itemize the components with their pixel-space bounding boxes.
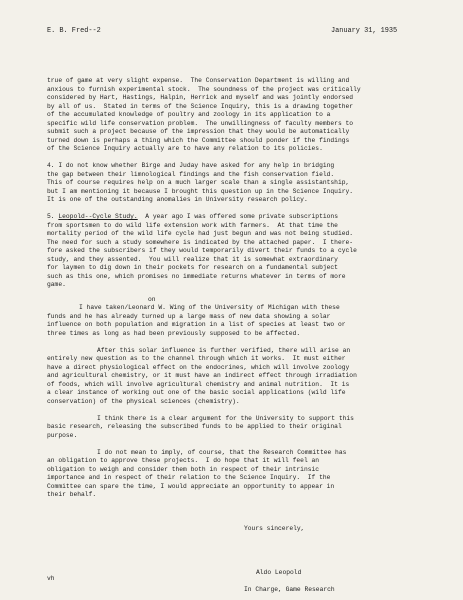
letter-line: turned down is perhaps a thing which the Committee should ponder if the findings <box>47 137 350 144</box>
letter-line: I do not mean to imply, of course, that the Research Committee has <box>97 449 347 456</box>
letter-line: the gap between their limnological findings and the fish conservation field. <box>47 171 335 178</box>
letter-line: The need for such a study somewhere is indicated by the attached paper. I there- <box>47 239 354 246</box>
letter-line: game. <box>47 281 66 288</box>
letter-line: In Charge, Game Research <box>244 586 335 593</box>
letter-line: of the accumulated knowledge of poultry and zoology in its application to a <box>47 111 331 118</box>
letter-line: for laymen to dig down in their pockets for research on a fundamental subject <box>47 264 338 271</box>
letter-line: It is one of the outstanding anomalies in University research policy. <box>47 196 308 203</box>
letter-line: I think there is a clear argument for the University to support this <box>97 415 354 422</box>
section-heading-underlined: Leopold--Cycle Study. <box>58 213 138 220</box>
letter-line: of the Science Inquiry actually are to have any relation to its policies. <box>47 145 323 152</box>
letter-line: by all of us. Stated in terms of the Science Inquiry, this is a drawing together <box>47 103 354 110</box>
letter-line: anxious to furnish experimental stock. The soundness of the project was critically <box>47 86 361 93</box>
letter-line: influence on both population and migration in a list of species at least two or <box>47 321 346 328</box>
letter-line: three times as long as had been previously supposed to be affected. <box>47 330 301 337</box>
letter-line: entirely new question as to the channel through which it works. It must either <box>47 355 346 362</box>
letter-line: true of game at very slight expense. The Conservation Department is willing and <box>47 77 350 84</box>
letter-line: study, and they assented. You will realize that it is somewhat extraordinary <box>47 256 338 263</box>
letter-line: such as this one, which promises no immediate returns whatever in terms of more <box>47 273 346 280</box>
letter-line: submit such a project because of the impression that they would be automatically <box>47 128 350 135</box>
letter-line: vh <box>47 575 55 582</box>
letter-line: mortality period of the wild life cycle had just begun and was not being studied. <box>47 230 354 237</box>
letter-line: This of course requires help on a much larger scale than a single assistantship, <box>47 179 350 186</box>
letter-line: their behalf. <box>47 491 97 498</box>
letter-line: of foods, which will involve agricultural chemistry and animal nutrition. It is <box>47 381 350 388</box>
letter-line: specific wild life conservation problem. The unwillingness of faculty members to <box>47 120 354 127</box>
letter-line: After this solar influence is further verified, there will arise an <box>97 347 351 354</box>
page-header-left: E. B. Fred--2 <box>47 27 101 35</box>
letter-line: Committee can spare the time, I would appreciate an opportunity to appear in <box>47 483 335 490</box>
page-header-date: January 31, 1935 <box>331 27 398 35</box>
letter-line: fore asked the subscribers if they would temporarily divert their funds to a cycle <box>47 247 357 254</box>
letter-line: importance and in respect of their relation to the Science Inquiry. If the <box>47 474 331 481</box>
letter-line: have a direct physiological effect on the endocrines, which will involve zoology <box>47 364 350 371</box>
letter-line: Yours sincerely, <box>244 525 305 532</box>
letter-line: funds and he has already turned up a large mass of new data showing a solar <box>47 313 331 320</box>
letter-line: a clear instance of working out one of the basic social applications (wild life <box>47 389 346 396</box>
letter-line: considered by Hart, Hastings, Halpin, Herrick and myself and was jointly endorsed <box>47 94 354 101</box>
letter-line: I have taken/Leonard W. Wing of the University of Michigan with these <box>79 304 340 311</box>
letter-line: 4. I do not know whether Birge and Juday have asked for any help in bridging <box>47 162 335 169</box>
letter-line: from sportsmen to do wild life extension work with farmers. At that time the <box>47 222 338 229</box>
letter-line: conservation) of the physical sciences (chemistry). <box>47 398 240 405</box>
letter-line: obligation to weigh and consider them both in respect of their intrinsic <box>47 466 320 473</box>
letter-line: Aldo Leopold <box>256 569 302 576</box>
letter-line: on <box>148 296 156 303</box>
letter-line: and agricultural chemistry, or it must have an indirect effect through irradiation <box>47 372 357 379</box>
letter-line: basic research, releasing the subscribed funds to be applied to their original <box>47 423 342 430</box>
letter-line: but I am mentioning it because I brought this question up in the Science Inquiry. <box>47 188 354 195</box>
letter-line: an obligation to approve these projects. I do hope that it will feel an <box>47 457 320 464</box>
letter-line: purpose. <box>47 432 78 439</box>
letter-line: 5. Leopold--Cycle Study. A year ago I was offered some private subscriptions <box>47 213 338 220</box>
